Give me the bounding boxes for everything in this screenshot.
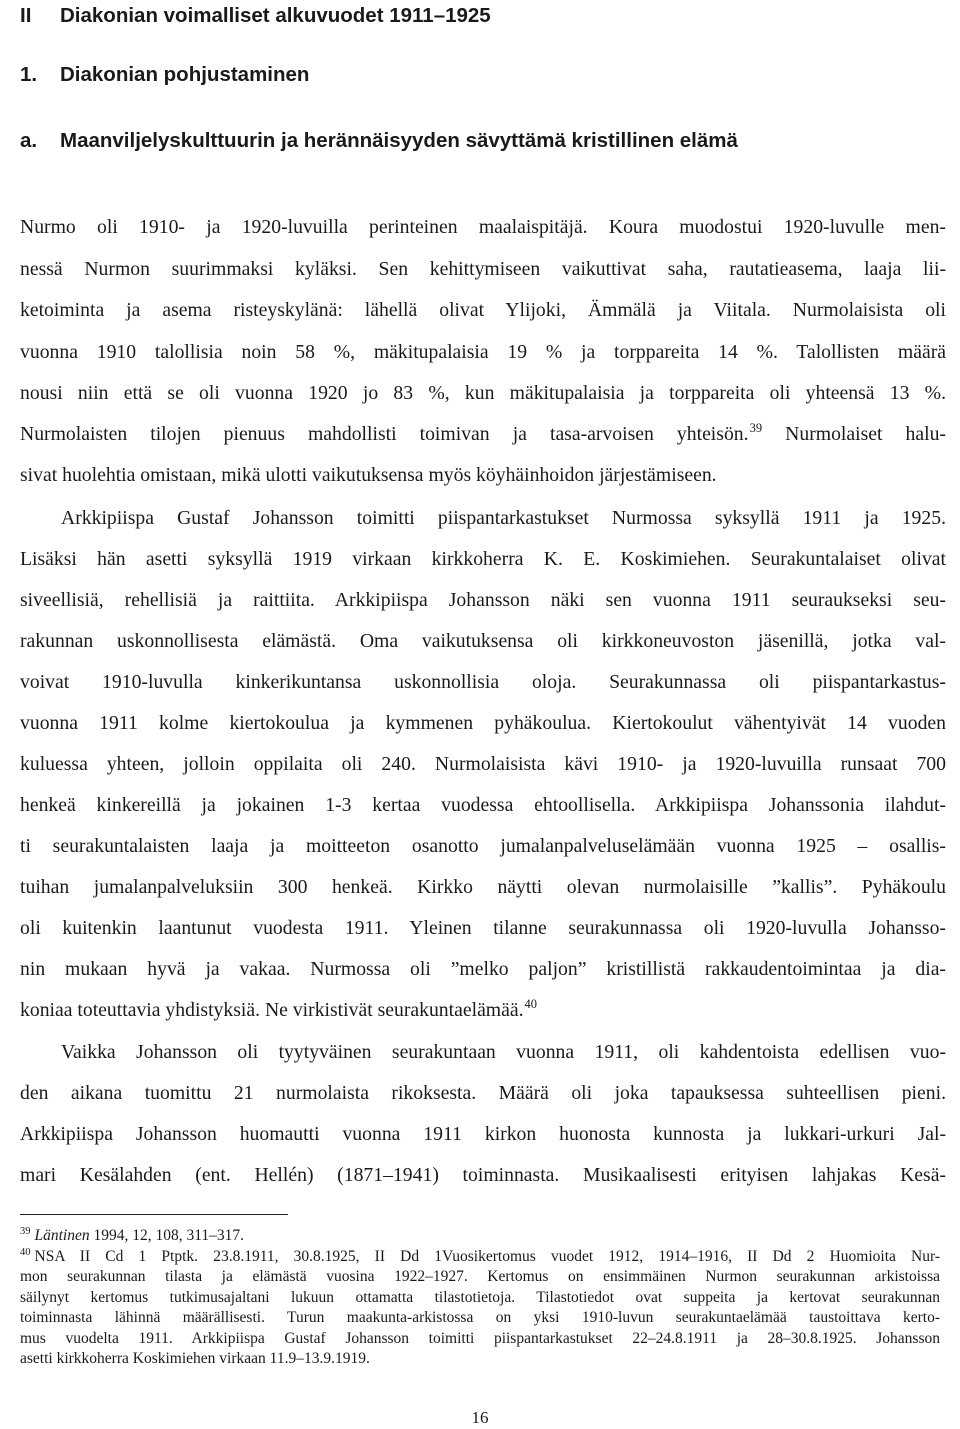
footnote-line: mus vuodelta 1911. Arkkipiispa Gustaf Johansson toimitti piispantarkastukset 22–24.8.1911 ja 28–30.8.1925. Johansson — [20, 1330, 940, 1347]
body-line: kuluessa yhteen, jolloin oppilaita oli 240. Nurmolaisista kävi 1910- ja 1920-luvuilla runsaat 700 — [20, 753, 946, 775]
footnote-line: mon seurakunnan tilasta ja elämästä vuosina 1922–1927. Kertomus on ensimmäinen Nurmon seurakunnan arkistoissa — [20, 1268, 940, 1285]
body-line: nin mukaan hyvä ja vakaa. Nurmossa oli ”melko paljon” kristillistä rakkaudentoimintaa ja dia- — [20, 958, 946, 980]
body-line: sivat huolehtia omistaan, mikä ulotti vaikutuksensa myös köyhäinhoidon järjestämiseen. — [20, 464, 717, 486]
body-line: oli kuitenkin laantunut vuodesta 1911. Yleinen tilanne seurakunnassa oli 1920-luvulla Johansso- — [20, 917, 946, 939]
section-heading: 1. Diakonian pohjustaminen — [20, 63, 310, 86]
body-line: tuihan jumalanpalveluksiin 300 henkeä. Kirkko näytti olevan nurmolaisille ”kallis”. Pyhäkoulu — [20, 876, 946, 898]
body-line: Nurmo oli 1910- ja 1920-luvuilla perinteinen maalaispitäjä. Koura muodostui 1920-luvulle men- — [20, 216, 946, 238]
body-line: voivat 1910-luvulla kinkerikuntansa uskonnollisia oloja. Seurakunnassa oli piispantarkastus- — [20, 671, 946, 693]
body-line: Nurmolaisten tilojen pienuus mahdollisti toimivan ja tasa-arvoisen yhteisön.$^{39}$ Nurmolaiset halu- — [20, 421, 946, 445]
body-line: nessä Nurmon suurimmaksi kyläksi. Sen kehittymiseen vaikuttivat saha, rautatieasema, laaja lii- — [20, 258, 946, 280]
footnote-ref: 40 — [524, 997, 538, 1011]
footnote-divider — [20, 1214, 288, 1215]
footnote: $^{39}$ Läntinen 1994, 12, 108, 311–317. — [20, 1226, 245, 1244]
body-line: rakunnan uskonnollisesta elämästä. Oma vaikutuksensa oli kirkkoneuvoston jäsenillä, jotka val- — [20, 630, 946, 652]
body-line: nousi niin että se oli vuonna 1920 jo 83 %, kun mäkitupalaisia ja torppareita oli yhteensä 13 %. — [20, 382, 946, 404]
chapter-heading: II Diakonian voimalliset alkuvuodet 1911–1925 — [20, 4, 491, 27]
footnote-ref: 39 — [749, 421, 763, 435]
page-number: 16 — [471, 1408, 489, 1427]
body-line: ti seurakuntalaisten laaja ja moitteeton osanotto jumalanpalveluselämään vuonna 1925 – osallis- — [20, 835, 946, 857]
body-line: vuonna 1910 talollisia noin 58 %, mäkitupalaisia 19 % ja torppareita 14 %. Talollisten määrä — [20, 341, 946, 363]
body-line: Arkkipiispa Gustaf Johansson toimitti piispantarkastukset Nurmossa syksyllä 1911 ja 1925. — [61, 507, 946, 529]
footnote-line: säilynyt kertomus tutkimusajaltani lukuun ottamatta tilastotietoja. Tilastotiedot ovat suppeita ja kertovat seurakunnan — [20, 1289, 940, 1306]
body-line: den aikana tuomittu 21 nurmolaista rikoksesta. Määrä oli joka tapauksessa suhteellisen pieni. — [20, 1082, 946, 1104]
footnote: $^{40}$ NSA II Cd 1 Ptptk. 23.8.1911, 30.8.1925, II Dd 1Vuosikertomus vuodet 1912, 1914–1916, II Dd 2 Huomioita Nur- — [20, 1247, 940, 1265]
body-line: siveellisiä, rehellisiä ja raittiita. Arkkipiispa Johansson näki sen vuonna 1911 seuraukseksi seu- — [20, 589, 946, 611]
footnote-line: asetti kirkkoherra Koskimiehen virkaan 11.9–13.9.1919. — [20, 1350, 370, 1367]
footnote-line: toiminnasta lähinnä määrällisesti. Turun maakunta-arkistossa on yksi 1910-luvun seurakuntaelämää taustoittava kerto- — [20, 1309, 940, 1326]
body-line: mari Kesälahden (ent. Hellén) (1871–1941) toiminnasta. Musikaalisesti erityisen lahjakas Kesä- — [20, 1164, 946, 1186]
body-line: henkeä kinkereillä ja jokainen 1-3 kertaa vuodessa ehtoollisella. Arkkipiispa Johanssonia ilahdut- — [20, 794, 946, 816]
body-line: Lisäksi hän asetti syksyllä 1919 virkaan kirkkoherra K. E. Koskimiehen. Seurakuntalaiset olivat — [20, 548, 946, 570]
body-line: Vaikka Johansson oli tyytyväinen seurakuntaan vuonna 1911, oli kahdentoista edellisen vuo- — [61, 1041, 946, 1063]
subsection-heading: a. Maanviljelyskulttuurin ja herännäisyyden sävyttämä kristillinen elämä — [20, 129, 738, 152]
body-line: vuonna 1911 kolme kiertokoulua ja kymmenen pyhäkoulua. Kiertokoulut vähentyivät 14 vuoden — [20, 712, 946, 734]
body-line: koniaa toteuttavia yhdistyksiä. Ne virkistivät seurakuntaelämää.$^{40}$ — [20, 997, 538, 1021]
body-line: Arkkipiispa Johansson huomautti vuonna 1911 kirkon huonosta kunnosta ja lukkari-urkuri Jal- — [20, 1123, 946, 1145]
body-line: ketoiminta ja asema risteyskylänä: lähellä olivat Ylijoki, Ämmälä ja Viitala. Nurmolaisista oli — [20, 299, 946, 321]
